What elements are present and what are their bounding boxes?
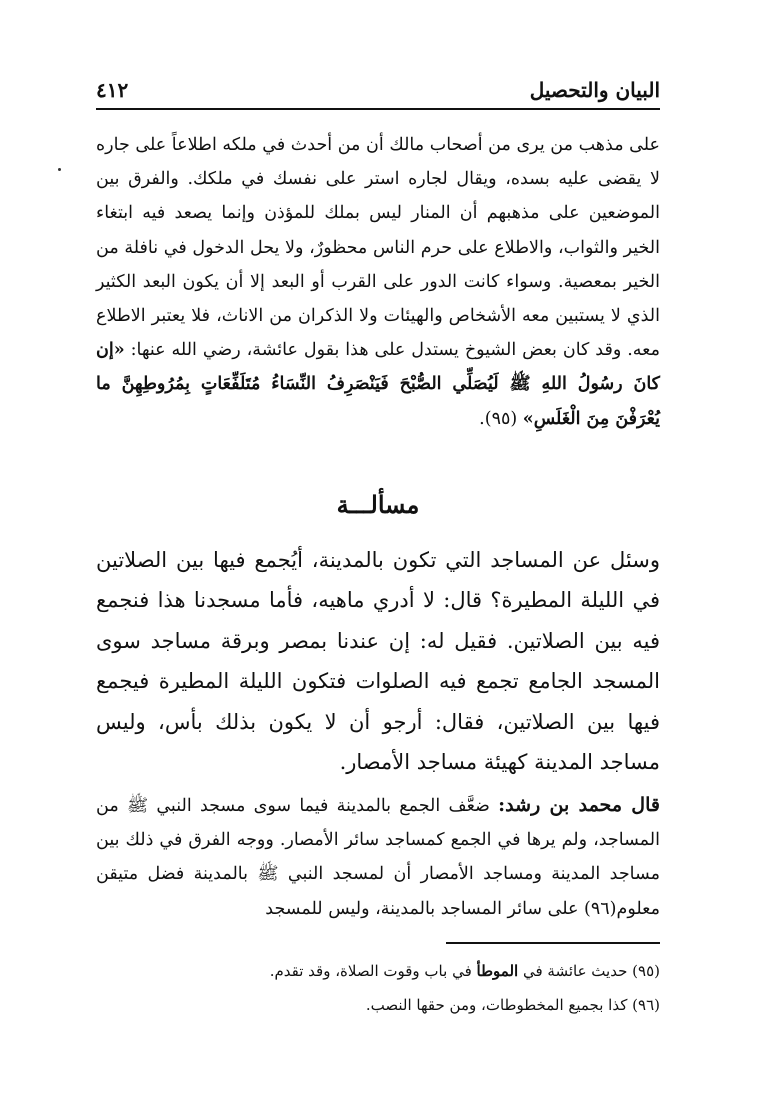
paragraph-1-text: على مذهب من يرى من أصحاب مالك أن من أحدث في ملكه اطلاعاً على جاره لا يقضى عليه بسده، ويقال لجاره استر على نفسك في ملكك. والفرق بين الموضعين على مذهبهم أن المنار ليس بملك للمؤذن وإنما يصعد فيه ابتغاء الخير والثواب، والاطلاع على حرم الناس محظورٌ، ولا يحل الدخول في نافلة من الخير بمعصية. وسواء كانت الدور على القرب أو البعد إلا أن يكون البعد الكثير الذي لا يستبين معه الأشخاص والهيئات ولا الذكران من الاناث، فلا يعتبر الاطلاع معه. وقد كان بعض الشيوخ يستدل على هذا بقول عائشة، رضي الله عنها: (96, 135, 660, 361)
paragraph-2-text: وسئل عن المساجد التي تكون بالمدينة، أيُجمع فيها بين الصلاتين في الليلة المطيرة؟ قال: لا أدري ماهيه، فأما مسجدنا هذا فنجمع فيه بين الصلاتين. فقيل له: إن عندنا بمصر وبرقة مساجد سوى المسجد الجامع تجمع فيه الصلوات فتكون الليلة المطيرة فيجمع فيها بين الصلاتين، فقال: أرجو أن لا يكون بذلك بأس، وليس مساجد المدينة كهيئة مساجد الأمصار. (96, 548, 660, 775)
footnote-divider (446, 942, 660, 944)
footnote-number: (٩٦) (632, 996, 660, 1014)
footnote-text-end: في باب وقوت الصلاة، وقد تقدم. (269, 962, 472, 980)
commentary-lead: قال محمد بن رشد: (498, 794, 660, 816)
footnote-number: (٩٥) (632, 962, 660, 980)
paragraph-2 (96, 540, 660, 782)
footnote-96 (96, 992, 660, 1018)
running-header (96, 74, 660, 110)
hadith-quote: «إن كانَ رسُولُ اللهِ ﷺ لَيُصَلِّي الصُّبْحَ فَيَنْصَرِفُ النِّسَاءُ مُتَلَفِّعَاتٍ بِمُرُوطِهِنَّ ما يُعْرَفْنَ مِنَ الْغَلَسِ» (96, 340, 660, 429)
header-title: البيان والتحصيل (529, 78, 660, 102)
paragraph-3-text: ضعَّف الجمع بالمدينة فيما سوى مسجد النبي ﷺ من المساجد، ولم يرها في الجمع كمساجد سائر الأمصار. ووجه الفرق في ذلك بين مساجد المدينة ومساجد الأمصار أن لمسجد النبي ﷺ بالمدينة فضل متيقن معلوم (96, 796, 660, 919)
footnote-text: كذا بجميع المخطوطات، ومن حقها النصب. (365, 996, 628, 1014)
margin-mark (58, 168, 61, 171)
paragraph-1 (96, 128, 660, 436)
paragraph-3-text-end: على سائر المساجد بالمدينة، وليس للمسجد (265, 898, 579, 919)
section-heading: مسألـــة (336, 490, 420, 519)
footnote-ref-95: (٩٥). (479, 408, 518, 429)
footnote-ref-96: (٩٦) (584, 898, 617, 919)
page-number: ٤١٢ (96, 78, 129, 102)
footnote-source: الموطأ (476, 962, 519, 980)
footnote-text: حديث عائشة في (522, 962, 628, 980)
paragraph-3 (96, 788, 660, 926)
footnote-95 (96, 958, 660, 984)
